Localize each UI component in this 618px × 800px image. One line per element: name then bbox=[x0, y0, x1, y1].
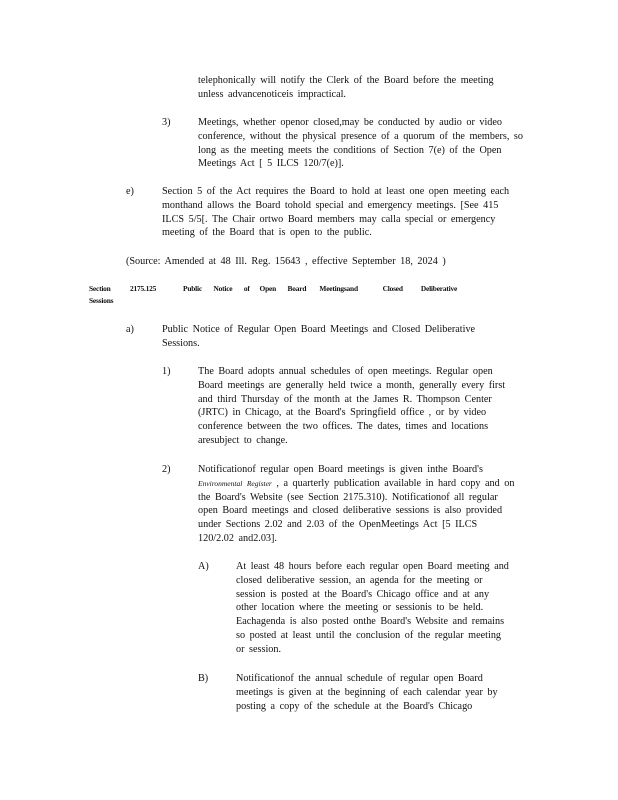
list-marker-2: 2) bbox=[162, 464, 171, 475]
environmental-register-italic-2: Register bbox=[246, 478, 272, 488]
list-marker-3: 3) bbox=[162, 117, 171, 128]
paragraph-continuation: telephonically will notify the Clerk of the Board before the meeting unless advancenoticeis impractical. bbox=[198, 75, 494, 100]
paragraph-item-3: Meetings, whether openor closed,may be conducted by audio or video conference, without the physical presence of a quorum of the members, so long as the meeting meets the conditions of Section 7(e) of the Open Meetings Act [ 5 ILCS 120/7(e)]. bbox=[198, 117, 523, 170]
paragraph-item-B: Notificationof the annual schedule of regular open Board meetings is given at the beginning of each calendar year by posting a copy of the schedule at the Board's Chicago bbox=[236, 673, 498, 712]
section-title-continued: Sessions bbox=[89, 296, 114, 305]
list-marker-a: a) bbox=[126, 324, 134, 335]
paragraph-item-A: At least 48 hours before each regular open Board meeting and closed deliberative session, an agenda for the meeting or session is posted at the Board's Chicago office and at any other location where the meeting or sessionis to be held. Eachagenda is also posted onthe Board's Website and remains so posted at least until the conclusion of the regular meeting or session. bbox=[236, 561, 509, 655]
section-number: 2175.125 bbox=[130, 284, 157, 293]
paragraph-item-e: Section 5 of the Act requires the Board to hold at least one open meeting each monthand allows the Board tohold special and emergency meetings. [See 415 ILCS 5/5[. The Chair ortwo Board members may calla special or emergency meeting of the Board that is open to the public. bbox=[162, 186, 510, 239]
paragraph-item-a: Public Notice of Regular Open Board Meetings and Closed Deliberative Sessions. bbox=[162, 324, 476, 349]
list-marker-B: B) bbox=[198, 673, 209, 684]
source-note: (Source: Amended at 48 Ill. Reg. 15643 , effective September 18, 2024 ) bbox=[126, 256, 446, 267]
paragraph-item-2 bbox=[198, 463, 516, 546]
paragraph-item-2-text-end: , a quarterly publication available in hard copy and on the Board's Website (see Section 2175.310). Notificationof all regular open Board meetings and closed deliberative sessions is also provided under Sections 2.02 and 2.03 of the OpenMeetings Act [5 ILCS 120/2.02 and2.03]. bbox=[198, 477, 515, 544]
list-marker-1: 1) bbox=[162, 366, 171, 377]
section-title: Public Notice of Open Board Meetingsand Closed Deliberative bbox=[183, 284, 458, 293]
list-marker-A: A) bbox=[198, 561, 209, 572]
paragraph-item-2-text-start: Notificationof regular open Board meetings is given inthe Board's bbox=[198, 464, 483, 475]
paragraph-item-1: The Board adopts annual schedules of open meetings. Regular open Board meetings are generally held twice a month, generally every first and third Thursday of the month at the James R. Thompson Center (JRTC) in Chicago, at the Board's Springfield office , or by video conference between the two offices. The dates, times and locations aresubject to change. bbox=[198, 366, 506, 446]
environmental-register-italic-1: Environmental bbox=[198, 478, 243, 488]
list-marker-e: e) bbox=[126, 186, 134, 197]
section-label: Section bbox=[89, 284, 111, 293]
